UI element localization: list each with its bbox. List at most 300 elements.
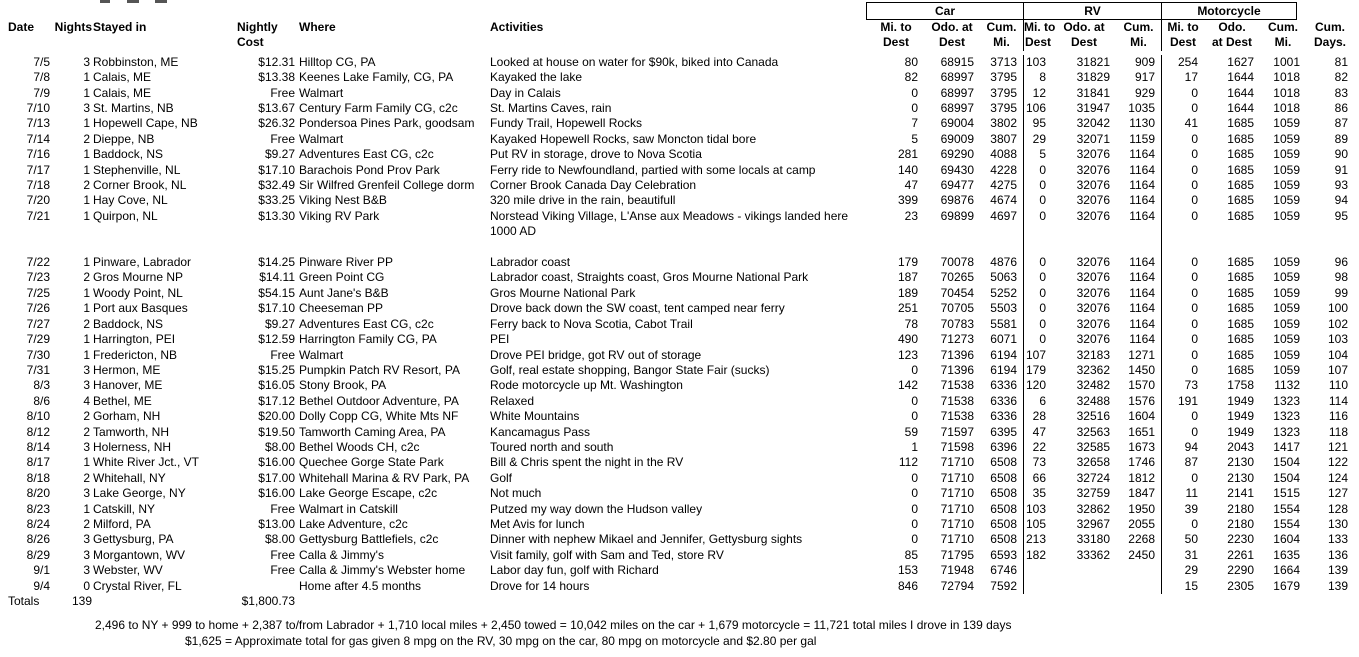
cell-where: Whitehall Marina & RV Park, PA — [299, 470, 470, 485]
cell-rv-mi-to-dest: 0 — [1039, 285, 1046, 300]
cell-moto-mi-to-dest: 39 — [1184, 501, 1198, 516]
cell-moto-odo-at-dest: 2305 — [1227, 578, 1254, 593]
table-row — [0, 101, 1354, 116]
cell-car-mi-to-dest: 399 — [897, 193, 918, 208]
rv-group-header: RV — [1024, 2, 1162, 20]
cell-activities: Ferry back to Nova Scotia, Cabot Trail — [490, 316, 693, 331]
cell-moto-cum-mi: 1323 — [1273, 393, 1300, 408]
cell-where: Gettysburg Battlefiels, c2c — [299, 532, 439, 547]
cell-moto-odo-at-dest: 2130 — [1227, 455, 1254, 470]
cell-car-cum-mi: 3807 — [980, 132, 1024, 147]
header-moto-cum-mi: Cum. Mi. — [1268, 20, 1298, 50]
cell-car-cum-mi: 5581 — [980, 317, 1024, 332]
cell-rv-mi-to-dest: 103 — [1025, 54, 1046, 69]
cell-activities: Not much — [490, 486, 542, 501]
cell-nights: 1 — [83, 285, 90, 300]
cell-rv-cum-mi: 1164 — [1116, 147, 1162, 162]
cell-moto-odo-at-dest: 2180 — [1227, 516, 1254, 531]
cell-where: Walmart — [299, 85, 344, 100]
cell-moto-odo-at-dest: 2141 — [1227, 486, 1254, 501]
table-row — [0, 178, 1354, 193]
cell-where: Keenes Lake Family, CG, PA — [299, 70, 454, 85]
cell-moto-cum-mi: 1059 — [1273, 255, 1300, 270]
table-row — [0, 548, 1354, 563]
cell-car-cum-mi: 5503 — [980, 301, 1024, 316]
cell-car-odo-at-dest: 71396 — [940, 362, 974, 377]
table-row — [0, 563, 1354, 578]
cell-cum-days: 133 — [1327, 532, 1348, 547]
cell-activities: Golf, real estate shopping, Bangor State Fair (sucks) — [490, 362, 770, 377]
vehicle-group-headers — [866, 2, 1297, 20]
cell-rv-mi-to-dest: 0 — [1039, 316, 1046, 331]
table-row — [0, 348, 1354, 363]
cell-where: Walmart — [299, 347, 344, 362]
cell-where: Dolly Copp CG, White Mts NF — [299, 409, 459, 424]
mileage-summary-line: 2,496 to NY + 999 to home + 2,387 to/from Labrador + 1,710 local miles + 2,450 towed = 10,042 miles on the car + 1,679 motorcycle = 11,721 total miles I drove in 139 days — [95, 618, 1012, 632]
header-car-odo-at-dest: Odo. at Dest — [931, 20, 973, 50]
cell-where: Adventures East CG, c2c — [299, 316, 434, 331]
cell-where: Lake George Escape, c2c — [299, 486, 438, 501]
cell-rv-odo-at-dest — [1052, 563, 1116, 578]
cell-stayed-in: Calais, ME — [93, 85, 152, 100]
cell-nights: 3 — [83, 362, 90, 377]
cell-date: 8/17 — [26, 455, 50, 470]
cell-moto-odo-at-dest: 2180 — [1227, 501, 1254, 516]
cell-car-odo-at-dest: 71710 — [940, 532, 974, 547]
cell-stayed-in: Milford, PA — [93, 516, 151, 531]
cell-where: Stony Brook, PA — [299, 378, 387, 393]
table-row — [0, 440, 1354, 455]
cell-cum-days: 94 — [1334, 193, 1348, 208]
cell-moto-mi-to-dest: 73 — [1184, 378, 1198, 393]
cell-nightly-cost: $16.00 — [258, 455, 295, 470]
cell-moto-odo-at-dest: 1627 — [1227, 54, 1254, 69]
spacer-row — [0, 240, 1354, 255]
cell-car-cum-mi: 3795 — [980, 101, 1024, 116]
cell-nightly-cost: $8.00 — [264, 439, 295, 454]
cell-rv-odo-at-dest: 32076 — [1076, 332, 1110, 347]
table-body — [0, 55, 1354, 594]
cell-car-mi-to-dest: 179 — [897, 255, 918, 270]
table-row — [0, 163, 1354, 178]
cell-rv-cum-mi: 1576 — [1116, 394, 1162, 409]
cell-stayed-in: Hanover, ME — [93, 378, 163, 393]
cell-moto-odo-at-dest: 1685 — [1227, 301, 1254, 316]
cell-activities: Corner Brook Canada Day Celebration — [490, 178, 697, 193]
table-row — [0, 286, 1354, 301]
cell-date: 9/1 — [33, 563, 50, 578]
cell-nights: 3 — [83, 532, 90, 547]
cell-where: Walmart in Catskill — [299, 501, 398, 516]
cell-cum-days: 114 — [1328, 393, 1348, 408]
cell-rv-mi-to-dest: 179 — [1025, 362, 1046, 377]
cell-stayed-in: Holerness, NH — [93, 439, 172, 454]
cell-car-mi-to-dest: 85 — [904, 547, 918, 562]
cell-stayed-in: Gros Mourne NP — [93, 270, 184, 285]
cell-car-mi-to-dest: 0 — [911, 362, 918, 377]
cell-nights: 1 — [83, 455, 90, 470]
cell-moto-odo-at-dest: 2230 — [1227, 532, 1254, 547]
cell-rv-odo-at-dest: 32482 — [1076, 378, 1110, 393]
cell-rv-mi-to-dest: 8 — [1039, 70, 1046, 85]
cell-activities — [488, 240, 868, 255]
table-row — [0, 86, 1354, 101]
cell-car-cum-mi: 6336 — [980, 378, 1024, 393]
header-date: Date — [8, 20, 35, 34]
cell-car-cum-mi: 4697 — [980, 209, 1024, 240]
cell-moto-odo-at-dest: 1685 — [1227, 270, 1254, 285]
header-rv-cum-mi: Cum. Mi. — [1116, 20, 1162, 51]
cell-activities: Putzed my way down the Hudson valley — [490, 501, 703, 516]
table-row — [0, 209, 1354, 240]
cell-nightly-cost: $13.00 — [258, 516, 295, 531]
cell-activities: PEI — [490, 332, 510, 347]
cell-stayed-in: Stephenville, NL — [93, 162, 181, 177]
cell-moto-cum-mi: 1604 — [1273, 532, 1300, 547]
cell-rv-cum-mi: 1570 — [1116, 378, 1162, 393]
cell-where: Green Point CG — [299, 270, 385, 285]
cell-date — [0, 240, 52, 255]
cell-car-mi-to-dest: 1 — [911, 439, 918, 454]
header-moto-odo-at-dest: Odo. at Dest — [1211, 20, 1252, 50]
cell-stayed-in: Woody Point, NL — [93, 285, 183, 300]
totals-cost-value: $1,800.73 — [241, 594, 295, 609]
cell-date: 8/24 — [26, 516, 50, 531]
cell-car-odo-at-dest: 71710 — [940, 501, 974, 516]
cell-activities: Rode motorcycle up Mt. Washington — [490, 378, 683, 393]
cell-nights: 2 — [83, 409, 90, 424]
cell-activities: Gros Mourne National Park — [490, 285, 636, 300]
cell-date: 7/16 — [26, 147, 50, 162]
cell-moto-mi-to-dest: 191 — [1177, 393, 1198, 408]
cell-nightly-cost: Free — [270, 547, 295, 562]
cell-car-mi-to-dest: 281 — [897, 147, 918, 162]
cell-cum-days: 107 — [1327, 362, 1348, 377]
cell-moto-cum-mi: 1059 — [1273, 301, 1300, 316]
cell-date: 8/23 — [26, 501, 50, 516]
cell-moto-cum-mi: 1323 — [1273, 424, 1300, 439]
cell-nightly-cost: $20.00 — [258, 409, 295, 424]
cell-cum-days: 127 — [1327, 486, 1348, 501]
cell-rv-cum-mi: 1450 — [1116, 363, 1162, 378]
table-row — [0, 147, 1354, 162]
cell-car-odo-at-dest: 69876 — [940, 193, 974, 208]
cell-activities: Fundy Trail, Hopewell Rocks — [490, 116, 643, 131]
header-stayed-in: Stayed in — [93, 20, 147, 34]
cell-nights: 1 — [83, 208, 90, 223]
table-row — [0, 255, 1354, 270]
cell-date: 8/10 — [26, 409, 50, 424]
cell-rv-mi-to-dest: 22 — [1032, 439, 1046, 454]
cell-moto-mi-to-dest: 31 — [1184, 547, 1198, 562]
table-row — [0, 471, 1354, 486]
cell-moto-mi-to-dest: 0 — [1191, 147, 1198, 162]
cell-cum-days: 139 — [1327, 578, 1348, 593]
cell-car-cum-mi: 6071 — [980, 332, 1024, 347]
cell-rv-odo-at-dest: 32724 — [1076, 470, 1110, 485]
cell-moto-mi-to-dest: 0 — [1191, 162, 1198, 177]
cell-date: 7/14 — [26, 131, 50, 146]
cell-moto-cum-mi: 1059 — [1273, 347, 1300, 362]
cell-date: 7/21 — [26, 208, 50, 223]
cell-car-odo-at-dest: 69290 — [940, 147, 974, 162]
cell-car-cum-mi: 6194 — [980, 363, 1024, 378]
cell-moto-mi-to-dest: 0 — [1191, 193, 1198, 208]
header-car-mi-to-dest: Mi. to Dest — [880, 20, 912, 50]
cell-date: 7/20 — [26, 193, 50, 208]
cell-activities: Drove back down the SW coast, tent camped near ferry — [490, 301, 785, 316]
cell-where: Harrington Family CG, PA — [299, 332, 437, 347]
cell-date: 7/27 — [26, 316, 50, 331]
cell-rv-mi-to-dest: 47 — [1032, 424, 1046, 439]
cell-nightly-cost: $16.05 — [258, 378, 295, 393]
cell-rv-odo-at-dest: 31821 — [1076, 54, 1110, 69]
cell-car-mi-to-dest: 123 — [897, 347, 918, 362]
cell-where: Pondersoa Pines Park, goodsam — [299, 116, 475, 131]
summary-footer — [0, 617, 1359, 649]
cell-moto-odo-at-dest: 1685 — [1227, 208, 1254, 223]
cell-moto-mi-to-dest: 0 — [1191, 516, 1198, 531]
cell-rv-cum-mi: 1847 — [1116, 486, 1162, 501]
cell-car-mi-to-dest: 0 — [911, 393, 918, 408]
cell-stayed-in: Morgantown, WV — [93, 547, 186, 562]
cell-moto-cum-mi: 1059 — [1273, 147, 1300, 162]
table-row — [0, 317, 1354, 332]
cell-date: 7/25 — [26, 285, 50, 300]
cell-nightly-cost: $15.25 — [258, 362, 295, 377]
cell-where: Century Farm Family CG, c2c — [299, 101, 458, 116]
cell-rv-odo-at-dest: 32585 — [1076, 439, 1110, 454]
cell-activities: Drove for 14 hours — [490, 578, 590, 593]
cell-date: 7/9 — [33, 85, 50, 100]
cell-rv-mi-to-dest: 120 — [1025, 378, 1046, 393]
cell-rv-odo-at-dest: 32076 — [1076, 301, 1110, 316]
cell-stayed-in: Quirpon, NL — [93, 208, 158, 223]
table-row — [0, 486, 1354, 501]
cell-rv-cum-mi: 1950 — [1116, 502, 1162, 517]
cell-moto-cum-mi: 1018 — [1273, 70, 1300, 85]
cell-date: 7/18 — [26, 178, 50, 193]
cell-car-odo-at-dest: 68997 — [940, 101, 974, 116]
totals-label: Totals — [8, 594, 40, 609]
cell-moto-odo-at-dest: 1685 — [1227, 178, 1254, 193]
cell-nights: 1 — [83, 70, 90, 85]
cell-car-mi-to-dest: 846 — [897, 578, 918, 593]
table-row — [0, 394, 1354, 409]
cell-moto-mi-to-dest: 0 — [1191, 424, 1198, 439]
cell-car-mi-to-dest: 0 — [911, 532, 918, 547]
cell-moto-odo-at-dest: 1685 — [1227, 131, 1254, 146]
cell-nightly-cost: $16.00 — [258, 486, 295, 501]
cell-date: 7/17 — [26, 162, 50, 177]
table-row — [0, 502, 1354, 517]
cell-date: 7/5 — [33, 54, 50, 69]
cell-rv-cum-mi — [1116, 240, 1162, 255]
cell-activities: Relaxed — [490, 393, 535, 408]
cell-rv-odo-at-dest — [1052, 579, 1116, 594]
cell-rv-cum-mi: 2450 — [1116, 548, 1162, 563]
cell-moto-cum-mi: 1664 — [1273, 563, 1300, 578]
cell-rv-cum-mi: 917 — [1116, 70, 1162, 85]
cell-moto-cum-mi: 1679 — [1273, 578, 1300, 593]
cell-nightly-cost: $12.31 — [258, 54, 295, 69]
cell-activities: White Mountains — [490, 409, 580, 424]
cell-car-odo-at-dest: 71538 — [940, 393, 974, 408]
table-row — [0, 301, 1354, 316]
cell-date: 7/31 — [26, 362, 50, 377]
cell-rv-odo-at-dest: 33362 — [1076, 547, 1110, 562]
cell-nightly-cost: Free — [270, 563, 295, 578]
cell-cum-days: 139 — [1327, 563, 1348, 578]
cell-moto-odo-at-dest: 1685 — [1227, 347, 1254, 362]
cell-moto-cum-mi: 1554 — [1273, 501, 1300, 516]
cell-nightly-cost — [237, 579, 297, 594]
cell-car-cum-mi: 6336 — [980, 409, 1024, 424]
cell-rv-mi-to-dest: 0 — [1039, 301, 1046, 316]
cell-stayed-in: Baddock, NS — [93, 316, 164, 331]
cell-activities: Kayaked Hopewell Rocks, saw Moncton tidal bore — [490, 131, 757, 146]
cell-nightly-cost: $17.10 — [258, 301, 295, 316]
cell-date: 8/12 — [26, 424, 50, 439]
cell-moto-cum-mi: 1504 — [1273, 455, 1300, 470]
cell-rv-odo-at-dest: 32076 — [1076, 285, 1110, 300]
cell-car-cum-mi: 4088 — [980, 147, 1024, 162]
cell-nights: 1 — [83, 501, 90, 516]
cell-rv-mi-to-dest: 0 — [1039, 332, 1046, 347]
cell-rv-mi-to-dest: 213 — [1025, 532, 1046, 547]
cell-date: 7/13 — [26, 116, 50, 131]
cell-activities: Golf — [490, 470, 513, 485]
cell-moto-odo-at-dest: 1685 — [1227, 362, 1254, 377]
cell-moto-odo-at-dest: 1685 — [1227, 147, 1254, 162]
cell-rv-odo-at-dest: 33180 — [1076, 532, 1110, 547]
cell-nightly-cost: $8.00 — [264, 532, 295, 547]
cell-date: 7/29 — [26, 332, 50, 347]
cell-car-odo-at-dest: 71598 — [940, 439, 974, 454]
travel-log-table — [0, 20, 1354, 609]
table-row — [0, 193, 1354, 208]
cell-nightly-cost: Free — [270, 85, 295, 100]
cell-car-odo-at-dest: 69009 — [940, 131, 974, 146]
cell-nights: 1 — [83, 301, 90, 316]
cell-rv-mi-to-dest: 0 — [1039, 162, 1046, 177]
cell-rv-mi-to-dest: 107 — [1025, 347, 1046, 362]
cell-moto-odo-at-dest: 1685 — [1227, 162, 1254, 177]
cell-rv-cum-mi: 1035 — [1116, 101, 1162, 116]
cell-rv-odo-at-dest: 32759 — [1076, 486, 1110, 501]
cell-rv-cum-mi: 929 — [1116, 86, 1162, 101]
cell-car-mi-to-dest: 189 — [897, 285, 918, 300]
cell-car-mi-to-dest: 78 — [904, 316, 918, 331]
cell-car-odo-at-dest: 71538 — [940, 409, 974, 424]
cell-car-mi-to-dest: 0 — [911, 85, 918, 100]
table-row — [0, 378, 1354, 393]
column-header-row — [0, 20, 1354, 51]
cell-stayed-in: Webster, WV — [93, 563, 163, 578]
cell-cum-days: 122 — [1327, 455, 1348, 470]
cell-stayed-in: Hopewell Cape, NB — [93, 116, 198, 131]
cell-car-odo-at-dest: 68997 — [940, 70, 974, 85]
cell-car-odo-at-dest: 70454 — [940, 285, 974, 300]
cell-moto-mi-to-dest: 0 — [1191, 332, 1198, 347]
cell-rv-mi-to-dest: 35 — [1032, 486, 1046, 501]
cell-date: 8/20 — [26, 486, 50, 501]
cell-moto-cum-mi: 1059 — [1273, 162, 1300, 177]
cell-car-cum-mi: 4275 — [980, 178, 1024, 193]
cell-stayed-in: Bethel, ME — [93, 393, 152, 408]
table-row — [0, 455, 1354, 470]
cell-nightly-cost: $13.38 — [258, 70, 295, 85]
cell-car-odo-at-dest: 71948 — [940, 563, 974, 578]
cell-moto-mi-to-dest: 0 — [1191, 178, 1198, 193]
cell-nightly-cost: Free — [270, 347, 295, 362]
cell-car-mi-to-dest: 142 — [897, 378, 918, 393]
cell-moto-cum-mi: 1059 — [1273, 362, 1300, 377]
car-group-header: Car — [866, 2, 1024, 20]
cell-moto-cum-mi: 1059 — [1273, 178, 1300, 193]
cell-cum-days: 128 — [1327, 501, 1348, 516]
cell-car-cum-mi: 3795 — [980, 70, 1024, 85]
cell-car-mi-to-dest: 59 — [904, 424, 918, 439]
cell-rv-cum-mi: 1812 — [1116, 471, 1162, 486]
cell-where: Sir Wilfred Grenfeil College dorm — [299, 178, 475, 193]
cell-nightly-cost: $14.11 — [259, 270, 295, 285]
table-row — [0, 270, 1354, 285]
cell-nights: 2 — [83, 178, 90, 193]
header-rv-mi-to-dest: Mi. to Dest — [1024, 20, 1056, 50]
cell-rv-mi-to-dest: 0 — [1039, 208, 1046, 223]
cell-moto-cum-mi: 1059 — [1273, 316, 1300, 331]
cell-cum-days: 91 — [1334, 162, 1348, 177]
cell-car-cum-mi: 3795 — [980, 86, 1024, 101]
header-car-cum-mi: Cum. Mi. — [980, 20, 1024, 51]
cell-where: Viking RV Park — [299, 208, 380, 223]
cell-rv-mi-to-dest: 0 — [1039, 193, 1046, 208]
cell-moto-mi-to-dest: 254 — [1177, 54, 1198, 69]
cell-stayed-in — [92, 240, 237, 255]
header-moto-mi-to-dest: Mi. to Dest — [1167, 20, 1199, 50]
cell-stayed-in: Gettysburg, PA — [93, 532, 174, 547]
cell-rv-mi-to-dest — [1024, 563, 1052, 578]
cell-rv-cum-mi: 1164 — [1116, 178, 1162, 193]
cell-nightly-cost — [237, 240, 297, 255]
cell-cum-days: 100 — [1327, 301, 1348, 316]
cell-rv-cum-mi: 1673 — [1116, 440, 1162, 455]
cell-rv-odo-at-dest: 32658 — [1076, 455, 1110, 470]
cell-moto-mi-to-dest: 0 — [1191, 362, 1198, 377]
cell-car-odo-at-dest — [924, 240, 980, 255]
cell-moto-mi-to-dest: 17 — [1184, 70, 1198, 85]
cell-rv-odo-at-dest: 31947 — [1076, 101, 1110, 116]
cell-moto-cum-mi: 1504 — [1273, 470, 1300, 485]
cell-moto-cum-mi: 1417 — [1273, 439, 1300, 454]
cell-nightly-cost: $33.25 — [258, 193, 295, 208]
cell-cum-days: 89 — [1334, 131, 1348, 146]
cell-car-odo-at-dest: 70265 — [940, 270, 974, 285]
cell-moto-mi-to-dest: 94 — [1184, 439, 1198, 454]
cell-moto-odo-at-dest: 1644 — [1227, 101, 1254, 116]
cell-rv-mi-to-dest: 29 — [1032, 131, 1046, 146]
cell-where: Calla & Jimmy's Webster home — [299, 563, 466, 578]
cell-cum-days: 118 — [1328, 424, 1348, 439]
cell-moto-mi-to-dest: 0 — [1191, 285, 1198, 300]
cell-activities: Norstead Viking Village, L'Anse aux Meadows - vikings landed here 1000 AD — [490, 208, 849, 239]
cell-cum-days: 121 — [1327, 439, 1348, 454]
cell-moto-mi-to-dest: 0 — [1191, 301, 1198, 316]
cell-moto-odo-at-dest: 1644 — [1227, 70, 1254, 85]
cell-nightly-cost: $19.50 — [258, 424, 295, 439]
cell-rv-mi-to-dest: 0 — [1039, 270, 1046, 285]
